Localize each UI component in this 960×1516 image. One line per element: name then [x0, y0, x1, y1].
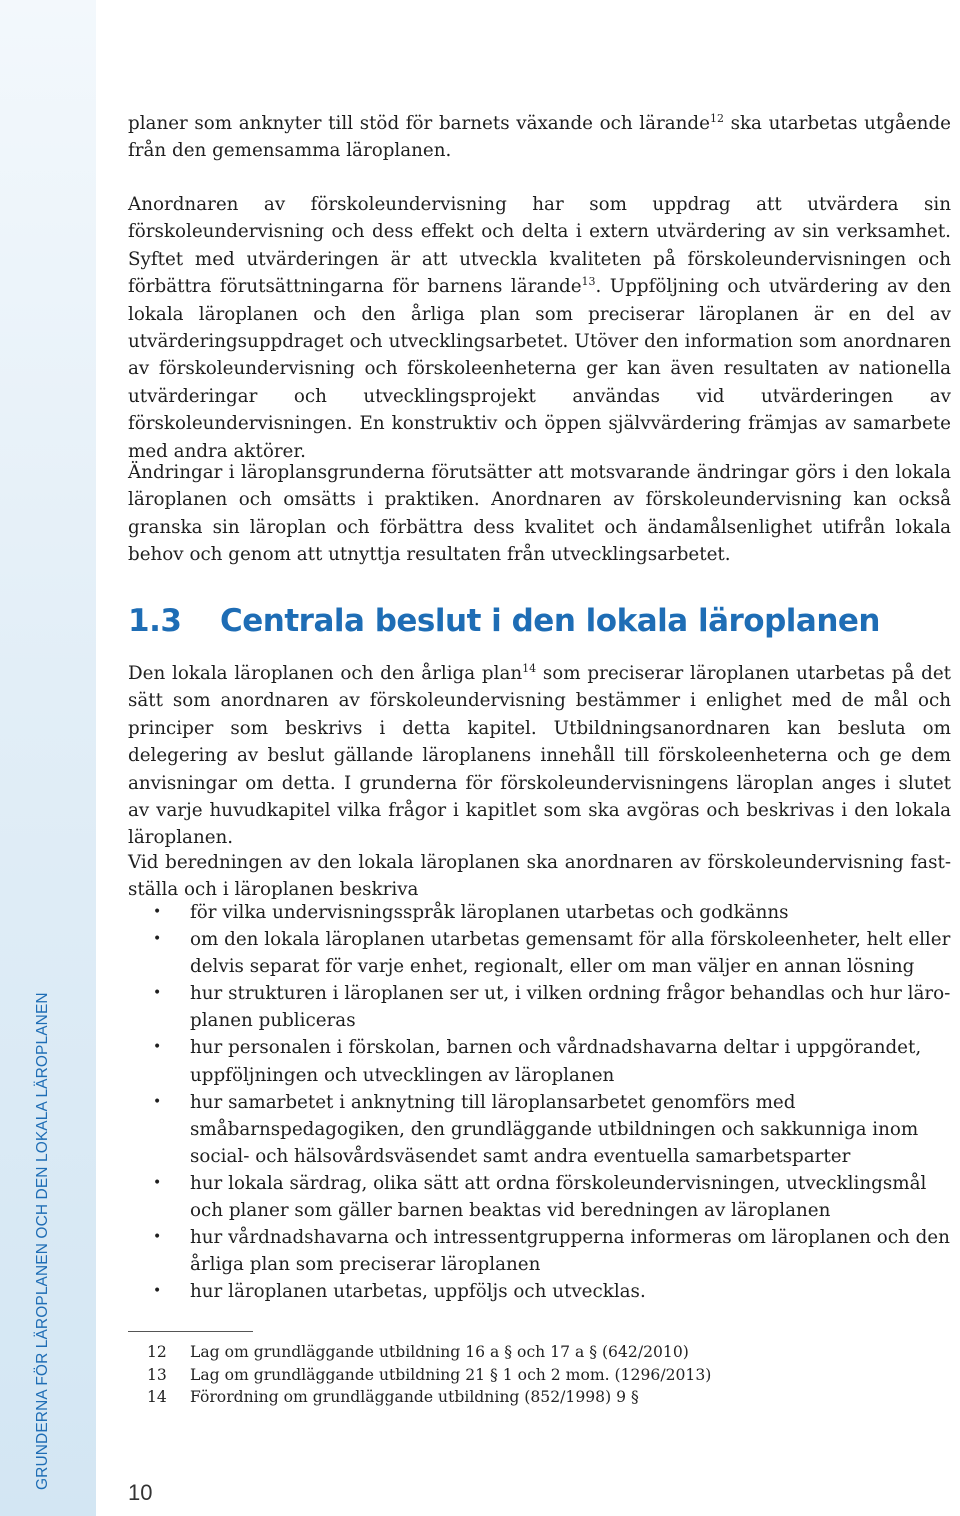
bullet-icon: •	[153, 1093, 162, 1110]
bullet-icon: •	[153, 1174, 162, 1191]
list-item-text: för vilka undervisningsspråk läroplanen utarbetas och godkänns	[190, 902, 789, 923]
list-item	[128, 1224, 951, 1278]
list-item	[128, 899, 951, 926]
footnote-13	[147, 1364, 711, 1387]
list-item	[128, 926, 951, 980]
footnote-text: Förordning om grundläggande utbildning (852/1998) 9 §	[190, 1388, 639, 1407]
paragraph-1	[128, 110, 951, 165]
paragraph-1-text-a: planer som anknyter till stöd för barnets växande och lärande	[128, 113, 710, 134]
footnote-number: 14	[147, 1388, 167, 1407]
footnote-text: Lag om grundläggande utbildning 21 § 1 och 2 mom. (1296/2013)	[190, 1365, 712, 1384]
section-title: Centrala beslut i den lokala läroplanen	[220, 603, 881, 639]
bullet-icon: •	[153, 904, 162, 920]
list-item-text: hur strukturen i läroplanen ser ut, i vilken ordning frågor behandlas och hur läroplanen publiceras	[190, 983, 951, 1032]
bullet-icon: •	[153, 985, 162, 1002]
paragraph-4-text-b: som preciserar läroplanen utarbetas på det sätt som anordnaren av förskoleundervisning bestämmer i enlighet med de mål och principer som beskrivs i detta kapitel. Utbildningsanordnaren kan besluta om delegering av beslut gällande läroplanens innehåll till förskoleenheterna och ge dem anvisningar om detta. I grunderna för förskoleundervisningens läroplan anges i slutet av varje huvudkapitel vilka frågor i kapitlet som ska avgöras och beskrivas i den lokala läroplanen.	[128, 663, 951, 849]
chapter-side-label: GRUNDERNA FÖR LÄROPLANEN OCH DEN LOKALA LÄROPLANEN	[34, 992, 51, 1490]
bullet-icon: •	[153, 931, 162, 948]
bullet-icon: •	[153, 1039, 162, 1056]
paragraph-2-text-b: . Uppföljning och utvärdering av den lokala läroplanen och den årliga plan som preciserar läroplanen är en del av utvärderingsuppdraget och utvecklingsarbetet. Utöver den information som anordnaren av förskoleundervisning och förskoleenheterna ger kan även resultaten av nationella utvärderingar och utvecklingsprojekt användas vid utvärderingen av förskoleundervisningen. En konstruktiv och öppen självvärdering främjas av samarbete med andra aktörer.	[128, 276, 951, 462]
footnote-number: 12	[147, 1343, 167, 1361]
page-number: 10	[128, 1480, 153, 1505]
footnote-number: 13	[147, 1365, 167, 1384]
list-item-text: hur lokala särdrag, olika sätt att ordna förskoleundervisningen, utvecklingsmål och planer som gäller barnen beaktas vid beredningen av läroplanen	[190, 1172, 927, 1222]
list-item-text: hur samarbetet i anknytning till läroplansarbetet genomförs med småbarnspedagogiken, den grundläggande utbildningen och sakkunniga inom social- och hälsovårdsväsendet samt andra eventuella samarbetsparter	[190, 1091, 919, 1167]
paragraph-2-text-a: Anordnaren av förskoleundervisning har som uppdrag att utvärdera sin förskoleundervisning och dess effekt och delta i extern utvärdering av sin verksamhet. Syftet med utvärderingen är att utveckla kvaliteten på förskoleundervisningen och förbättra förutsättningarna för barnens lärande	[128, 194, 951, 298]
decision-list	[128, 899, 951, 1305]
paragraph-3: Ändringar i läroplansgrunderna förutsätter att motsvarande ändringar görs i den lokala läroplanen och omsätts i praktiken. Anordnaren av förskoleundervisning kan också granska sin läroplan och förbättra dess kvalitet och ändamålsenlighet utifrån lokala behov och genom att utnyttja resultaten från utvecklingsarbetet.	[128, 462, 951, 566]
section-number: 1.3	[128, 603, 182, 639]
footnote-divider	[128, 1331, 253, 1332]
section-heading	[128, 603, 880, 639]
list-item	[128, 1170, 951, 1224]
paragraph-4	[128, 660, 951, 852]
list-item	[128, 1034, 951, 1088]
list-item-text: om den lokala läroplanen utarbetas gemensamt för alla förskoleenheter, helt eller delvis separat för varje enhet, regionalt, eller om man väljer en annan lösning	[190, 929, 951, 978]
footnote-ref-12: 12	[709, 111, 724, 125]
list-item-text: hur personalen i förskolan, barnen och vårdnadshavarna deltar i uppgörandet, uppföljningen och utvecklingen av läroplanen	[190, 1037, 922, 1086]
paragraph-1-text-b: ska utarbetas utgående från den gemensamma läroplanen.	[128, 113, 951, 162]
footnote-14	[147, 1386, 711, 1409]
bullet-icon: •	[153, 1229, 162, 1246]
footnote-12	[147, 1341, 711, 1364]
paragraph-5: Vid beredningen av den lokala läroplanen ska anordnaren av förskoleundervisning fastställa och i läroplanen beskriva	[128, 852, 951, 901]
list-item-text: hur läroplanen utarbetas, uppföljs och utvecklas.	[190, 1281, 646, 1303]
footnotes	[147, 1341, 711, 1409]
list-item	[128, 1278, 951, 1305]
footnote-ref-14: 14	[522, 661, 537, 675]
list-item	[128, 1089, 951, 1170]
list-item	[128, 980, 951, 1034]
footnote-ref-13: 13	[581, 275, 596, 289]
list-item-text: hur vårdnadshavarna och intressentgrupperna informeras om läroplanen och den årliga plan som preciserar läroplanen	[190, 1227, 950, 1276]
bullet-icon: •	[153, 1283, 162, 1300]
footnote-text: Lag om grundläggande utbildning 16 a § och 17 a § (642/2010)	[190, 1343, 689, 1361]
paragraph-2	[128, 191, 951, 465]
paragraph-4-text-a: Den lokala läroplanen och den årliga plan	[128, 663, 523, 684]
